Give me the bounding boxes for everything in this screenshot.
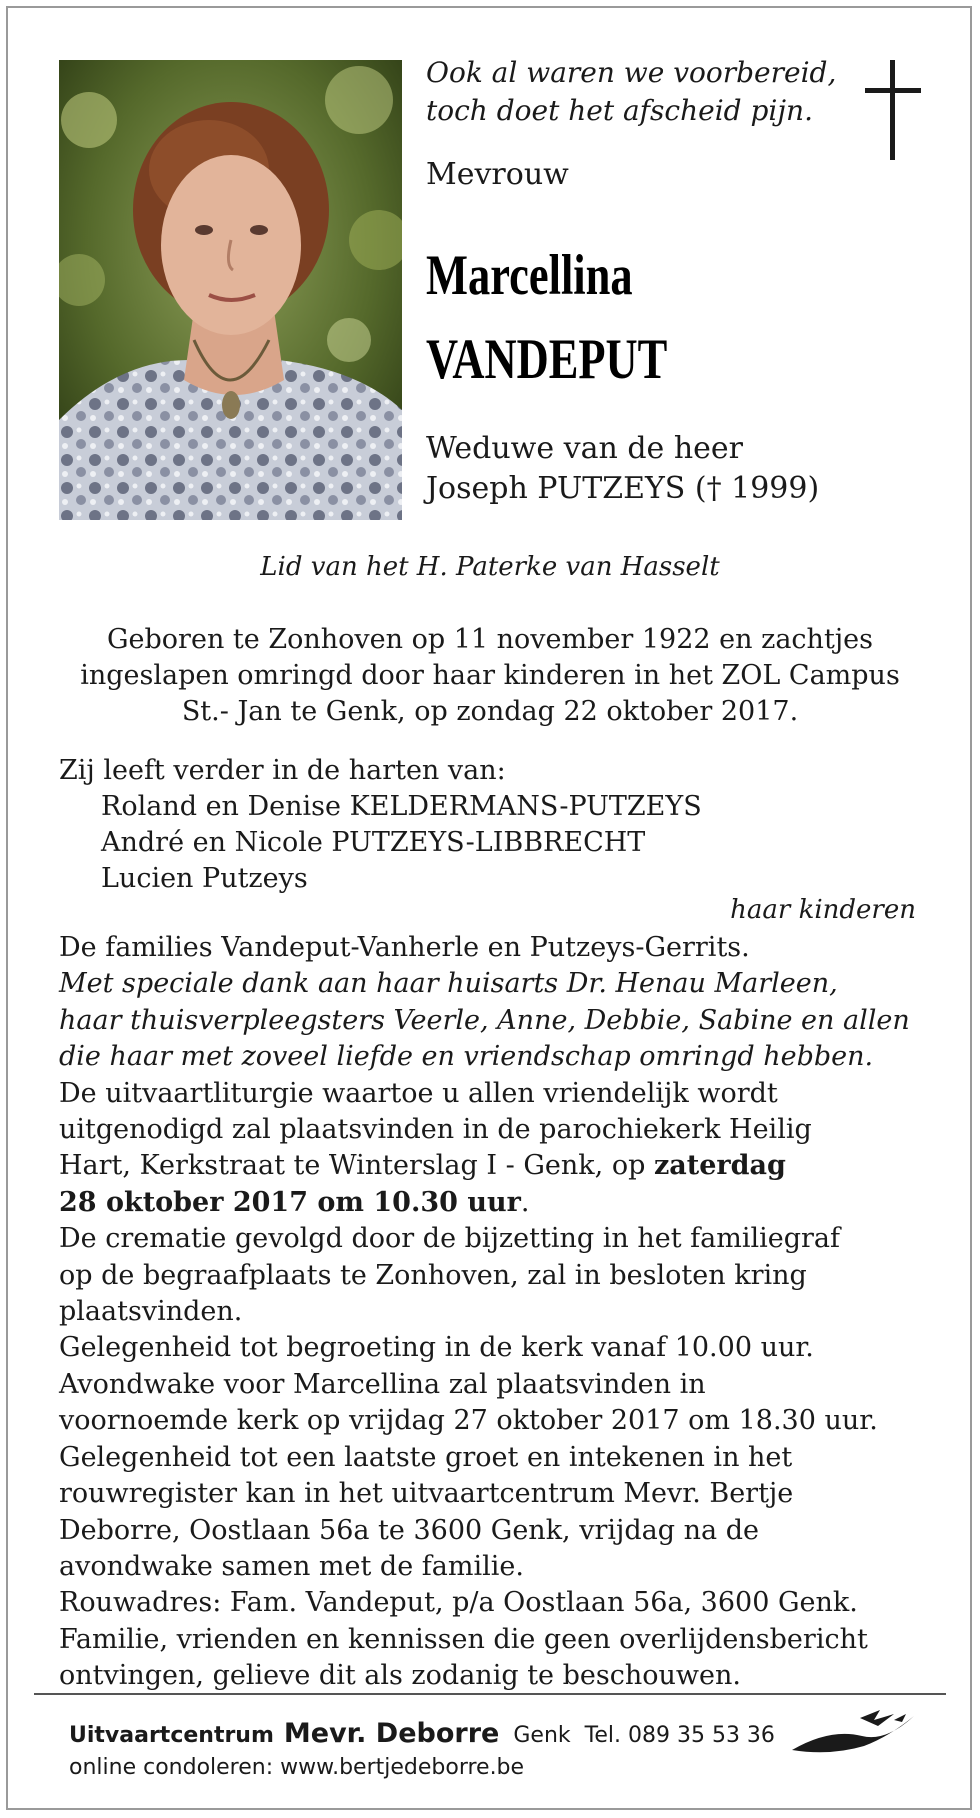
birth-line: ingeslapen omringd door haar kinderen in het ZOL Campus bbox=[80, 660, 900, 691]
thanks-line: haar thuisverpleegsters Veerle, Anne, Debbie, Sabine en allen bbox=[59, 1004, 910, 1036]
motto-line: toch doet het afscheid pijn. bbox=[426, 94, 813, 127]
funeral-home-city: Genk bbox=[513, 1723, 571, 1748]
birth-death-info bbox=[40, 622, 940, 730]
funeral-home-brand: Uitvaartcentrum bbox=[69, 1723, 274, 1748]
child-entry: André en Nicole PUTZEYS-LIBBRECHT bbox=[101, 827, 646, 858]
motto-line: Ook al waren we voorbereid, bbox=[426, 56, 837, 89]
funeral-home-phone: Tel. 089 35 53 36 bbox=[584, 1723, 775, 1748]
funeral-line bbox=[59, 1185, 919, 1221]
children-label: haar kinderen bbox=[730, 895, 916, 925]
child-entry: Roland en Denise KELDERMANS-PUTZEYS bbox=[101, 791, 702, 822]
cross-icon bbox=[865, 60, 921, 160]
families-line: De families Vandeput-Vanherle en Putzeys-Gerrits. bbox=[59, 932, 750, 963]
register-line: avondwake samen met de familie. bbox=[59, 1550, 524, 1582]
birth-line: Geboren te Zonhoven op 11 november 1922 en zachtjes bbox=[106, 624, 874, 655]
mourning-address: Rouwadres: Fam. Vandeput, p/a Oostlaan 56a, 3600 Genk. bbox=[59, 1587, 858, 1619]
funeral-line: uitgenodigd zal plaatsvinden in de parochiekerk Heilig bbox=[59, 1114, 812, 1146]
membership: Lid van het H. Paterke van Hasselt bbox=[260, 552, 720, 582]
bird-logo-icon bbox=[790, 1706, 920, 1756]
cremation-line: De crematie gevolgd door de bijzetting in het familiegraf bbox=[59, 1223, 840, 1255]
funeral-day: zaterdag bbox=[653, 1150, 786, 1182]
funeral-period: . bbox=[520, 1186, 530, 1218]
motto bbox=[426, 54, 856, 130]
obituary-body bbox=[59, 930, 919, 1622]
thanks-line: die haar met zoveel liefde en vriendschap omringd hebben. bbox=[59, 1041, 874, 1073]
first-name: Marcellina bbox=[426, 244, 633, 307]
wake-line: Avondwake voor Marcellina zal plaatsvinden in bbox=[59, 1368, 706, 1400]
funeral-datetime: 28 oktober 2017 om 10.30 uur bbox=[59, 1186, 521, 1218]
closing-line: Familie, vrienden en kennissen die geen overlijdensbericht bbox=[59, 1624, 868, 1655]
funeral-line: De uitvaartliturgie waartoe u allen vriendelijk wordt bbox=[59, 1077, 778, 1109]
portrait-image bbox=[59, 60, 402, 520]
last-name: VANDEPUT bbox=[426, 328, 668, 391]
widow-of bbox=[426, 429, 819, 509]
cremation-line: op de begraafplaats te Zonhoven, zal in besloten kring bbox=[59, 1259, 807, 1291]
wake-line: voornoemde kerk op vrijdag 27 oktober 2017 om 18.30 uur. bbox=[59, 1405, 878, 1437]
thanks-line: Met speciale dank aan haar huisarts Dr. Henau Marleen, bbox=[59, 968, 838, 1000]
closing-line: ontvingen, gelieve dit als zodanig te beschouwen. bbox=[59, 1660, 741, 1691]
portrait-photo bbox=[59, 60, 402, 520]
birth-line: St.- Jan te Genk, op zondag 22 oktober 2017. bbox=[181, 696, 799, 727]
closing-note bbox=[59, 1622, 868, 1694]
greeting-line: Gelegenheid tot begroeting in de kerk vanaf 10.00 uur. bbox=[59, 1332, 814, 1364]
footer-divider bbox=[34, 1693, 946, 1695]
funeral-home-name: Mevr. Deborre bbox=[283, 1718, 500, 1749]
survivors-intro: Zij leeft verder in de harten van: bbox=[59, 755, 506, 786]
child-entry: Lucien Putzeys bbox=[101, 863, 308, 894]
funeral-text: Hart, Kerkstraat te Winterslag I - Genk, op bbox=[59, 1150, 654, 1182]
register-line: Gelegenheid tot een laatste groet en intekenen in het bbox=[59, 1441, 793, 1473]
funeral-line bbox=[59, 1148, 919, 1184]
online-condolences[interactable]: online condoleren: www.bertjedeborre.be bbox=[69, 1755, 525, 1780]
funeral-home-line bbox=[69, 1718, 775, 1749]
register-line: rouwregister kan in het uitvaartcentrum Mevr. Bertje bbox=[59, 1478, 794, 1510]
widow-line: Weduwe van de heer bbox=[426, 431, 743, 466]
register-line: Deborre, Oostlaan 56a te 3600 Genk, vrijdag na de bbox=[59, 1514, 759, 1546]
deceased-name bbox=[426, 234, 667, 402]
cremation-line: plaatsvinden. bbox=[59, 1296, 243, 1328]
survivors bbox=[59, 753, 702, 897]
salutation: Mevrouw bbox=[426, 157, 569, 192]
widow-line: Joseph PUTZEYS († 1999) bbox=[426, 471, 820, 506]
